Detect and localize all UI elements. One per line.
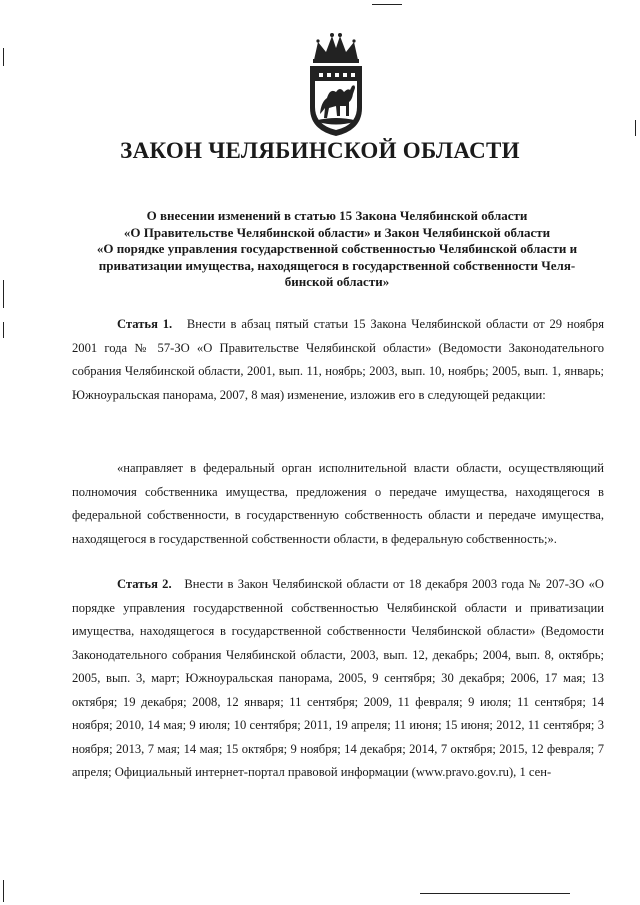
scan-mark (3, 280, 4, 308)
scan-mark (3, 48, 4, 66)
page-title: ЗАКОН ЧЕЛЯБИНСКОЙ ОБЛАСТИ (120, 138, 520, 163)
law-subtitle (72, 208, 602, 291)
scan-mark (635, 120, 636, 136)
scan-mark (372, 4, 402, 5)
subtitle-line: «О порядке управления государственной собственностью Челябинской области и (96, 241, 578, 256)
scan-mark (420, 893, 570, 894)
chelyabinsk-coat-of-arms-icon (296, 30, 376, 140)
article-1-text: Внести в абзац пятый статьи 15 Закона Челябинской области от 29 ноября 2001 года № 57-ЗО «О Правительстве Челябинской области» (Ведомости Законодательного собрания Челябинской области, 2001, вып. 11, ноябрь; 2003, вып. 10, ноябрь; 2005, вып. 1, январь; Южноуральская панорама, 2007, 8 мая) изменение, изложив его в следующей редакции: (72, 317, 604, 402)
article-2 (72, 573, 604, 785)
subtitle-line: бинской области» (284, 274, 390, 289)
article-1 (72, 313, 604, 407)
scan-mark (3, 322, 4, 338)
article-2-text: Внести в Закон Челябинской области от 18 декабря 2003 года № 207-ЗО «О порядке управления государственной собственностью Челябинской области и приватизации имущества, находящегося в государственной собственности Челябинской области» (Ведомости Законодательного собрания Челябинской области, 2003, вып. 12, декабрь; 2004, вып. 8, октябрь; 2005, вып. 3, март; Южноуральская панорама, 2005, 9 сентября; 30 декабря; 2006, 17 мая; 13 октября; 19 декабря; 2008, 12 января; 11 сентября; 2009, 11 февраля; 9 июля; 11 сентября; 14 ноября; 2010, 14 мая; 9 июля; 10 сентября; 2011, 19 апреля; 11 июня; 15 июня; 2012, 11 сентября; 3 ноября; 2013, 7 мая; 14 мая; 15 октября; 9 ноября; 14 декабря; 2014, 7 октября; 2015, 12 февраля; 7 апреля; Официальный интернет-портал правовой информации (www.pravo.gov.ru), 1 сен- (72, 577, 604, 779)
article-1-heading: Статья 1. (117, 317, 173, 331)
subtitle-line: О внесении изменений в статью 15 Закона Челябинской области (146, 208, 528, 223)
scan-mark (3, 880, 4, 902)
subtitle-line: «О Правительстве Челябинской области» и Закон Челябинской области (123, 224, 551, 240)
article-2-heading: Статья 2. (117, 577, 172, 591)
subtitle-line: приватизации имущества, находящегося в государственной собственности Челя- (98, 257, 576, 273)
article-1-quote: «направляет в федеральный орган исполнительной власти области, осуществляющий полномочия собственника имущества, предложения о передаче имущества, находящегося в федеральной собственности, в государственную собственность области и передаче имущества, находящегося в государственной собственности области, в федеральную собственность;». (72, 461, 604, 546)
